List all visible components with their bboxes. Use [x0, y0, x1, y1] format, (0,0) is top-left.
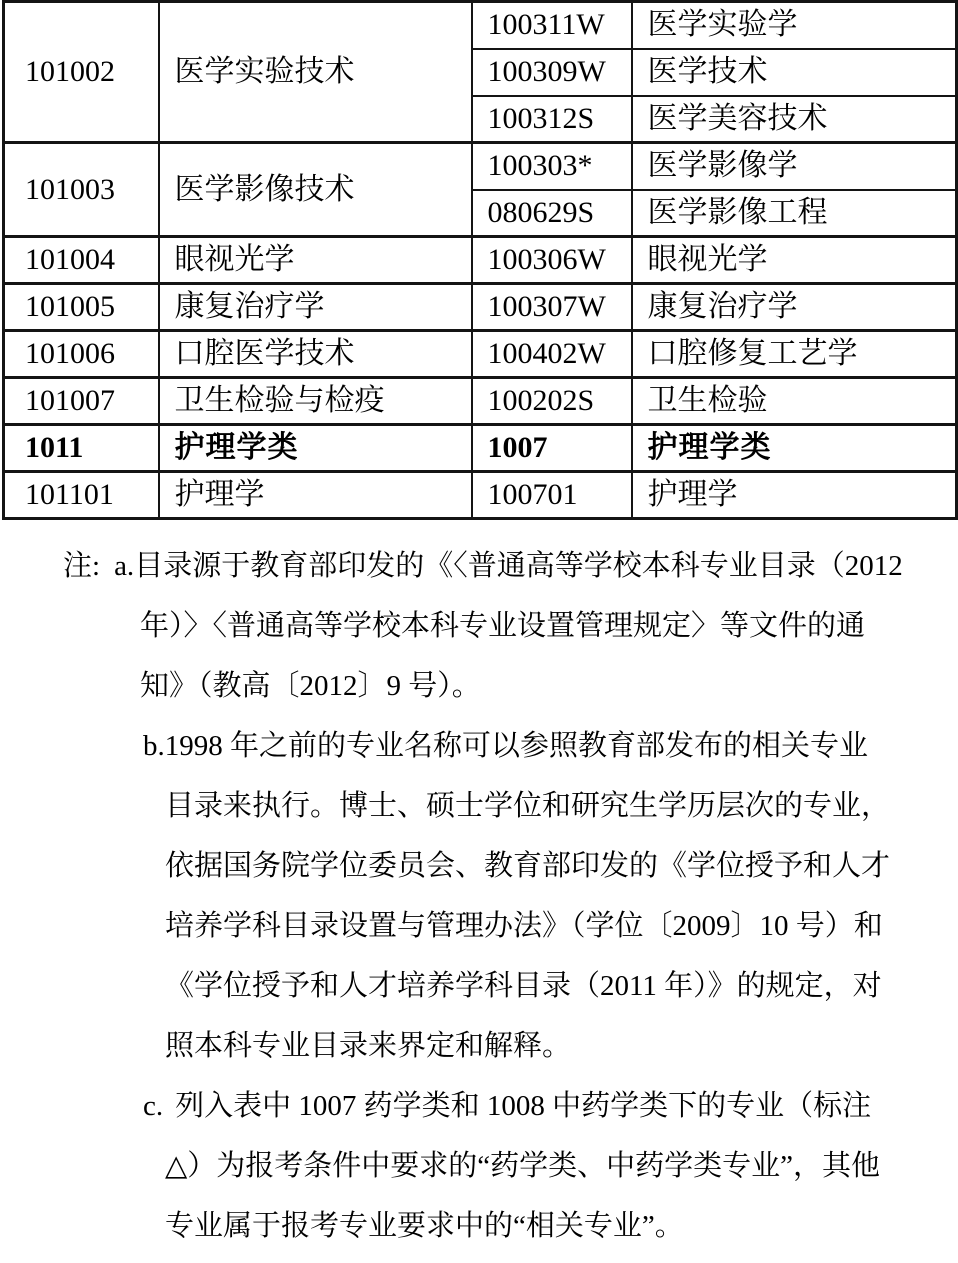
note-line: [0, 1076, 958, 1136]
sub-code-cell: 1007: [472, 425, 632, 472]
group-code-cell: 101101: [4, 472, 159, 519]
sub-name-cell: 护理学类: [632, 425, 957, 472]
group-name-cell: 眼视光学: [159, 237, 472, 284]
majors-table: [2, 0, 958, 520]
sub-code-cell: 100307W: [472, 284, 632, 331]
sub-name-cell: 医学美容技术: [632, 96, 957, 143]
table-row: [4, 331, 957, 378]
sub-name-cell: 医学影像学: [632, 143, 957, 190]
sub-name-cell: 眼视光学: [632, 237, 957, 284]
sub-code-cell: 080629S: [472, 190, 632, 237]
sub-name-cell: 康复治疗学: [632, 284, 957, 331]
sub-name-cell: 医学实验学: [632, 2, 957, 49]
note-line: 年）〉〈普通高等学校本科专业设置管理规定〉等文件的通: [140, 610, 866, 642]
group-code-cell: 101007: [4, 378, 159, 425]
table-row: [4, 237, 957, 284]
group-code-cell: 101002: [4, 2, 159, 143]
sub-code-cell: 100701: [472, 472, 632, 519]
group-code-cell: 101004: [4, 237, 159, 284]
note-text: 1998 年之前的专业名称可以参照教育部发布的相关专业: [164, 730, 869, 762]
group-code-cell: 1011: [4, 425, 159, 472]
group-code-cell: 101005: [4, 284, 159, 331]
sub-name-cell: 护理学: [632, 472, 957, 519]
table-row: [4, 472, 957, 519]
group-name-cell: 医学实验技术: [159, 2, 472, 143]
note-line: 专业属于报考专业要求中的“相关专业”。: [165, 1210, 684, 1242]
group-name-cell: 护理学: [159, 472, 472, 519]
notes-section: [0, 536, 958, 1256]
note-marker-c: c.: [143, 1090, 164, 1122]
note-line: 培养学科目录设置与管理办法》（学位〔2009〕10 号）和: [165, 910, 883, 942]
sub-name-cell: 口腔修复工艺学: [632, 331, 957, 378]
note-line: 《学位授予和人才培养学科目录（2011 年）》的规定，对: [165, 970, 882, 1002]
note-label: 注:: [63, 550, 101, 582]
group-name-cell: 康复治疗学: [159, 284, 472, 331]
sub-code-cell: 100306W: [472, 237, 632, 284]
note-line: [0, 536, 958, 596]
note-marker-b: b.: [143, 730, 165, 762]
group-code-cell: 101006: [4, 331, 159, 378]
note-text: 目录源于教育部印发的《〈普通高等学校本科专业目录（2012: [134, 550, 903, 582]
group-name-cell: 护理学类: [159, 425, 472, 472]
sub-code-cell: 100202S: [472, 378, 632, 425]
group-code-cell: 101003: [4, 143, 159, 237]
sub-code-cell: 100312S: [472, 96, 632, 143]
note-text: 列入表中 1007 药学类和 1008 中药学类下的专业（标注: [175, 1090, 872, 1122]
sub-code-cell: 100309W: [472, 49, 632, 96]
table-row: [4, 378, 957, 425]
note-line: [0, 716, 958, 776]
note-line: 知》（教高〔2012〕9 号）。: [140, 670, 481, 702]
table-row: [4, 143, 957, 190]
sub-code-cell: 100311W: [472, 2, 632, 49]
sub-code-cell: 100303*: [472, 143, 632, 190]
note-line: △）为报考条件中要求的“药学类、中药学类专业”，其他: [165, 1150, 881, 1182]
note-line: 依据国务院学位委员会、教育部印发的《学位授予和人才: [165, 850, 891, 882]
note-line: 目录来执行。博士、硕士学位和研究生学历层次的专业，: [165, 790, 891, 822]
group-name-cell: 卫生检验与检疫: [159, 378, 472, 425]
sub-code-cell: 100402W: [472, 331, 632, 378]
group-name-cell: 口腔医学技术: [159, 331, 472, 378]
note-marker-a: a.: [114, 550, 135, 582]
table-row-category: [4, 425, 957, 472]
sub-name-cell: 医学影像工程: [632, 190, 957, 237]
note-line: 照本科专业目录来界定和解释。: [165, 1030, 572, 1062]
sub-name-cell: 卫生检验: [632, 378, 957, 425]
table-row: [4, 2, 957, 49]
sub-name-cell: 医学技术: [632, 49, 957, 96]
group-name-cell: 医学影像技术: [159, 143, 472, 237]
table-row: [4, 284, 957, 331]
